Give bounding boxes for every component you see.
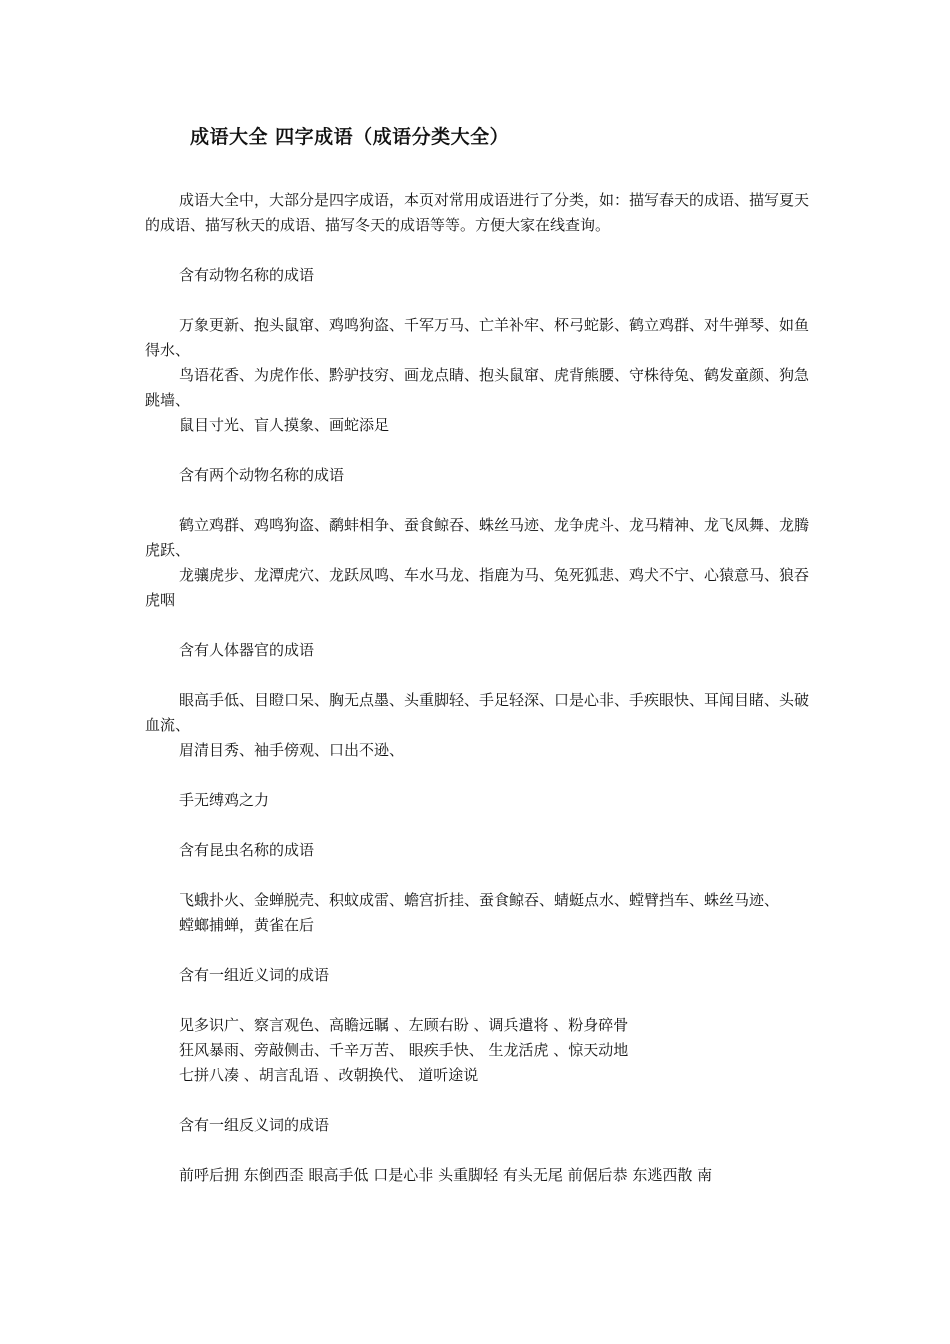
section-heading: 含有一组反义词的成语 (179, 1116, 330, 1134)
idiom-line: 眼高手低、目瞪口呆、胸无点墨、头重脚轻、手足轻深、口是心非、手疾眼快、耳闻目睹、头破血流、 (145, 691, 810, 734)
idiom-line: 前呼后拥 东倒西歪 眼高手低 口是心非 头重脚轻 有头无尾 前倨后恭 东逃西散 南 (179, 1166, 713, 1184)
idiom-line: 龙骧虎步、龙潭虎穴、龙跃凤鸣、车水马龙、指鹿为马、兔死狐悲、鸡犬不宁、心猿意马、狼吞虎咽 (145, 566, 810, 609)
section-two-animals (145, 463, 809, 613)
idiom-line: 鼠目寸光、盲人摸象、画蛇添足 (179, 416, 390, 434)
idiom-line: 鸟语花香、为虎作伥、黔驴技穷、画龙点睛、抱头鼠窜、虎背熊腰、守株待兔、鹤发童颜、狗急跳墙、 (145, 366, 810, 409)
idiom-line: 螳螂捕蝉，黄雀在后 (179, 916, 315, 934)
section-heading: 含有动物名称的成语 (179, 266, 315, 284)
intro-paragraph: 成语大全中，大部分是四字成语，本页对常用成语进行了分类，如：描写春天的成语、描写夏天的成语、描写秋天的成语、描写冬天的成语等等。方便大家在线查询。 (145, 191, 810, 234)
idiom-line: 七拼八凑 、胡言乱语 、改朝换代、 道听途说 (179, 1066, 479, 1084)
idiom-line: 见多识广、察言观色、高瞻远瞩 、左顾右盼 、调兵遣将 、粉身碎骨 (179, 1016, 629, 1034)
section-heading: 含有人体器官的成语 (179, 641, 315, 659)
idiom-list (145, 1163, 809, 1188)
section-body-parts (145, 638, 809, 763)
idiom-line: 眉清目秀、袖手傍观、口出不逊、 (179, 741, 405, 759)
section-heading: 含有昆虫名称的成语 (179, 841, 315, 859)
idiom-list (145, 688, 809, 763)
idiom-list (145, 888, 809, 938)
section-heading: 含有一组近义词的成语 (179, 966, 330, 984)
section-heading: 含有两个动物名称的成语 (179, 466, 345, 484)
standalone-idiom: 手无缚鸡之力 (179, 791, 270, 809)
document-title: 成语大全 四字成语（成语分类大全） (190, 126, 510, 148)
idiom-line: 狂风暴雨、旁敲侧击、千辛万苦、 眼疾手快、 生龙活虎 、惊天动地 (179, 1041, 629, 1059)
idiom-list (145, 513, 809, 613)
idiom-list (145, 1013, 809, 1088)
section-synonyms (145, 963, 809, 1088)
idiom-line: 飞蛾扑火、金蝉脱壳、积蚊成雷、蟾宫折挂、蚕食鲸吞、蜻蜓点水、螳臂挡车、蛛丝马迹、 (179, 891, 780, 909)
idiom-line: 鹤立鸡群、鸡鸣狗盗、鹬蚌相争、蚕食鲸吞、蛛丝马迹、龙争虎斗、龙马精神、龙飞凤舞、龙腾虎跃、 (145, 516, 810, 559)
section-animals (145, 263, 809, 438)
section-insects (145, 838, 809, 938)
idiom-line: 万象更新、抱头鼠窜、鸡鸣狗盗、千军万马、亡羊补牢、杯弓蛇影、鹤立鸡群、对牛弹琴、如鱼得水、 (145, 316, 810, 359)
section-antonyms (145, 1113, 809, 1188)
idiom-list (145, 313, 809, 438)
document-body (145, 188, 809, 1213)
